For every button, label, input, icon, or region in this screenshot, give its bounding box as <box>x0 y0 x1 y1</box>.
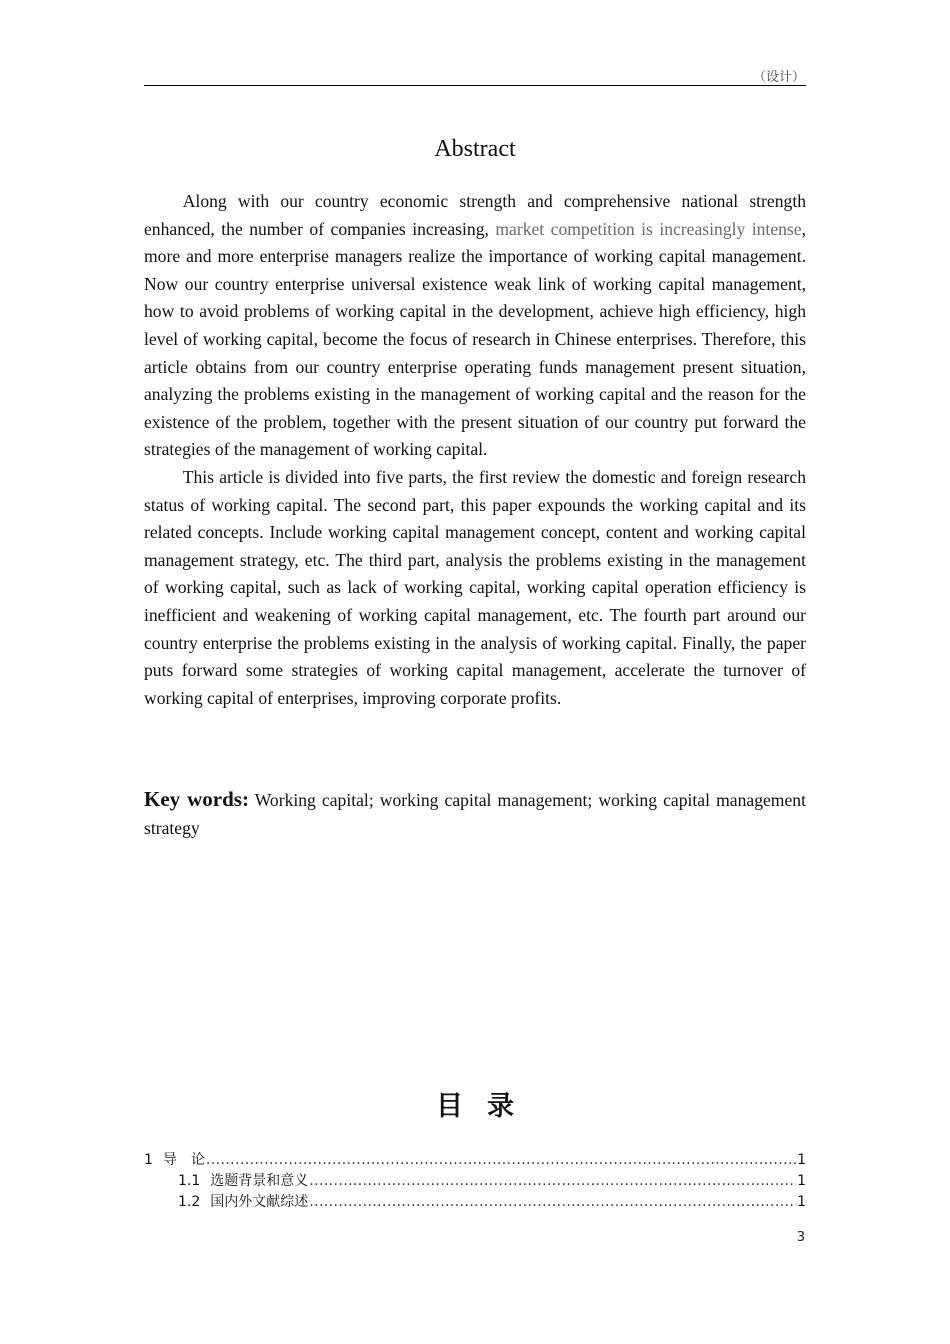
abstract-body <box>144 188 806 712</box>
keywords <box>144 785 806 842</box>
toc-entry-number: 1 <box>144 1152 153 1168</box>
abstract-paragraph-1 <box>144 188 806 464</box>
keywords-text: Working capital; working capital management; working capital management strategy <box>144 790 806 838</box>
toc-entry-label: 导 论 <box>162 1152 205 1168</box>
toc-entry-page: 1 <box>797 1194 806 1210</box>
keywords-label: Key words: <box>144 787 249 811</box>
toc-entry[interactable] <box>144 1150 806 1171</box>
page-number: 3 <box>796 1230 805 1245</box>
toc-title: 目录 <box>436 1091 538 1122</box>
toc-entry-page: 1 <box>797 1152 806 1168</box>
abstract-title: Abstract <box>434 136 516 162</box>
abstract-p1-text-a: Along with our country economic strength and comprehensive national strength enhanced, the number of companies increasing, <box>144 191 806 239</box>
table-of-contents <box>144 1150 806 1213</box>
toc-entry-page: 1 <box>797 1173 806 1189</box>
header-rule <box>144 85 806 86</box>
toc-entry[interactable] <box>144 1171 806 1192</box>
abstract-paragraph-2: This article is divided into five parts, the first review the domestic and foreign research status of working capital. The second part, this paper expounds the working capital and its related concepts. Include working capital management concept, content and working capital management strategy, etc. The third part, analysis the problems existing in the management of working capital, such as lack of working capital, working capital operation efficiency is inefficient and weakening of working capital management, etc. The fourth part around our country enterprise the problems existing in the analysis of working capital. Finally, the paper puts forward some strategies of working capital management, accelerate the turnover of working capital of enterprises, improving corporate profits. <box>144 466 806 708</box>
toc-entry-number: 1.1 <box>178 1173 201 1189</box>
abstract-p1-text-c: , more and more enterprise managers realize the importance of working capital management. Now our country enterprise universal existence weak link of working capital management, how to avoid problems of working capital in the development, achieve high efficiency, high level of working capital, become the focus of research in Chinese enterprises. Therefore, this article obtains from our country enterprise operating funds management present situation, analyzing the problems existing in the management of working capital and the reason for the existence of the problem, together with the present situation of our country put forward the strategies of the management of working capital. <box>144 218 806 460</box>
toc-leader-dots <box>309 1171 796 1192</box>
toc-entry-number: 1.2 <box>178 1194 201 1210</box>
abstract-p1-highlight: market competition is increasingly intense <box>495 218 802 239</box>
toc-entry-label: 国内外文献综述 <box>210 1194 309 1210</box>
header-note: （设计） <box>752 70 805 85</box>
toc-entry[interactable] <box>144 1192 806 1213</box>
toc-leader-dots <box>309 1192 796 1213</box>
toc-entry-label: 选题背景和意义 <box>210 1173 309 1189</box>
toc-leader-dots <box>206 1150 796 1171</box>
